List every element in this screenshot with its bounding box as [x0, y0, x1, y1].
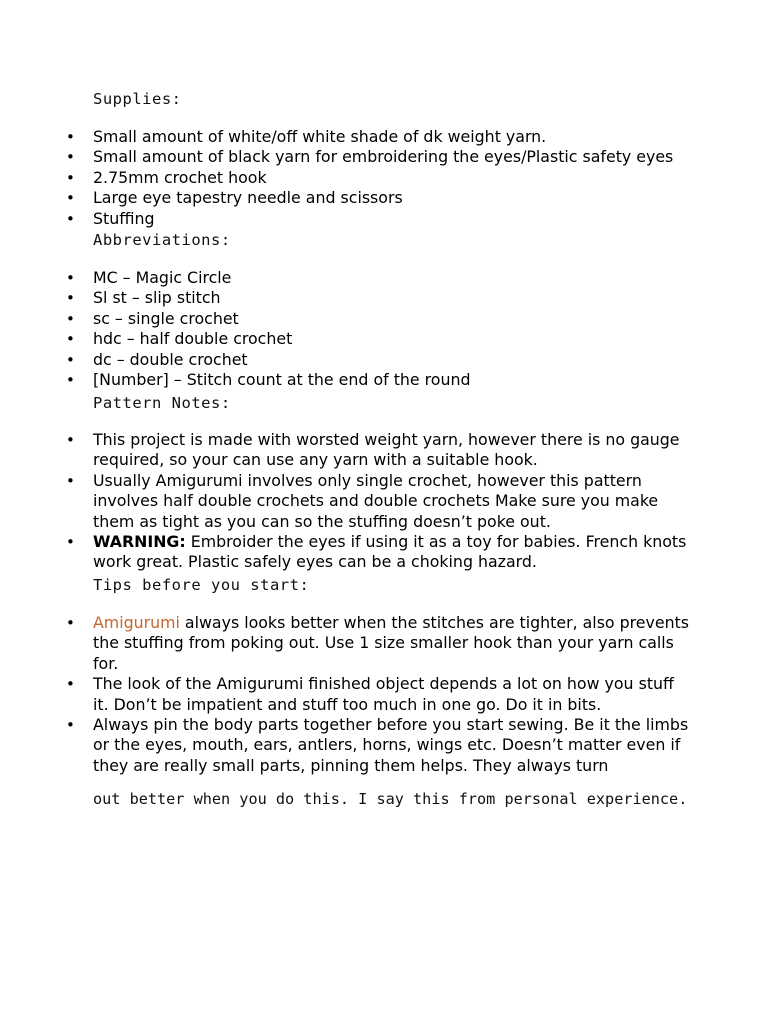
- list-item: • Small amount of white/off white shade of dk weight yarn.: [66, 127, 547, 146]
- list-item: • This project is made with worsted weight yarn, however there is no gauge required, so your can use any yarn with a suitable hook.: [66, 430, 680, 470]
- bullet-icon: •: [66, 209, 75, 228]
- bullet-icon: •: [66, 309, 75, 328]
- amigurumi-link[interactable]: Amigurumi: [93, 613, 180, 632]
- bullet-icon: •: [66, 675, 75, 694]
- abbreviations-heading: Abbreviations:: [93, 231, 231, 249]
- tips-list: [0, 613, 693, 776]
- supplies-list: [0, 127, 693, 229]
- pattern-notes-heading: Pattern Notes:: [93, 394, 231, 412]
- closing-text: out better when you do this. I say this from personal experience.: [93, 790, 688, 808]
- tips-heading: Tips before you start:: [93, 576, 310, 594]
- bullet-icon: •: [66, 431, 75, 449]
- list-item: • Always pin the body parts together before you start sewing. Be it the limbs or the eyes, mouth, ears, antlers, horns, wings etc. Doesn’t matter even if they are really small parts, pinning them helps. They always turn: [66, 715, 689, 775]
- list-item: • Amigurumi always looks better when the stitches are tighter, also prevents the stuffing from poking out. Use 1 size smaller hook than your yarn calls for.: [66, 613, 690, 673]
- supplies-heading: Supplies:: [93, 90, 182, 108]
- bullet-icon: •: [66, 471, 75, 490]
- list-item: • 2.75mm crochet hook: [66, 167, 267, 187]
- list-item: • [Number] – Stitch count at the end of the round: [66, 370, 471, 390]
- list-item: • sc – single crochet: [66, 308, 239, 328]
- list-item: • Stuffing: [66, 208, 155, 228]
- list-item: • Usually Amigurumi involves only single crochet, however this pattern involves half double crochets and double crochets Make sure you make them as tight as you can so the stuffing doesn’t poke out.: [66, 470, 659, 531]
- list-item: • The look of the Amigurumi finished object depends a lot on how you stuff it. Don’t be impatient and stuff too much in one go. Do it in bits.: [66, 674, 674, 714]
- list-item: • Sl st – slip stitch: [66, 288, 221, 308]
- warning-item: [0, 532, 693, 573]
- list-item: • Small amount of black yarn for embroidering the eyes/Plastic safety eyes: [66, 147, 674, 167]
- bullet-icon: •: [66, 269, 75, 287]
- bullet-icon: •: [66, 330, 75, 349]
- warning-label: WARNING:: [93, 532, 186, 552]
- list-item: • Large eye tapestry needle and scissors: [66, 188, 403, 208]
- bullet-icon: •: [66, 533, 75, 552]
- pattern-notes-list: [0, 430, 693, 573]
- list-item: • dc – double crochet: [66, 349, 248, 369]
- bullet-icon: •: [66, 289, 75, 308]
- bullet-icon: •: [66, 716, 75, 735]
- bullet-icon: •: [66, 168, 75, 187]
- warning-text: Embroider the eyes if using it as a toy for babies. French knots work great. Plastic safely eyes can be a choking hazard.: [93, 532, 687, 572]
- list-item: • MC – Magic Circle: [66, 268, 232, 287]
- bullet-icon: •: [66, 614, 75, 632]
- bullet-icon: •: [66, 350, 75, 369]
- abbreviations-list: [0, 268, 693, 390]
- bullet-icon: •: [66, 148, 75, 167]
- bullet-icon: •: [66, 371, 75, 390]
- bullet-icon: •: [66, 189, 75, 208]
- list-item: • hdc – half double crochet: [66, 329, 293, 349]
- bullet-icon: •: [66, 128, 75, 146]
